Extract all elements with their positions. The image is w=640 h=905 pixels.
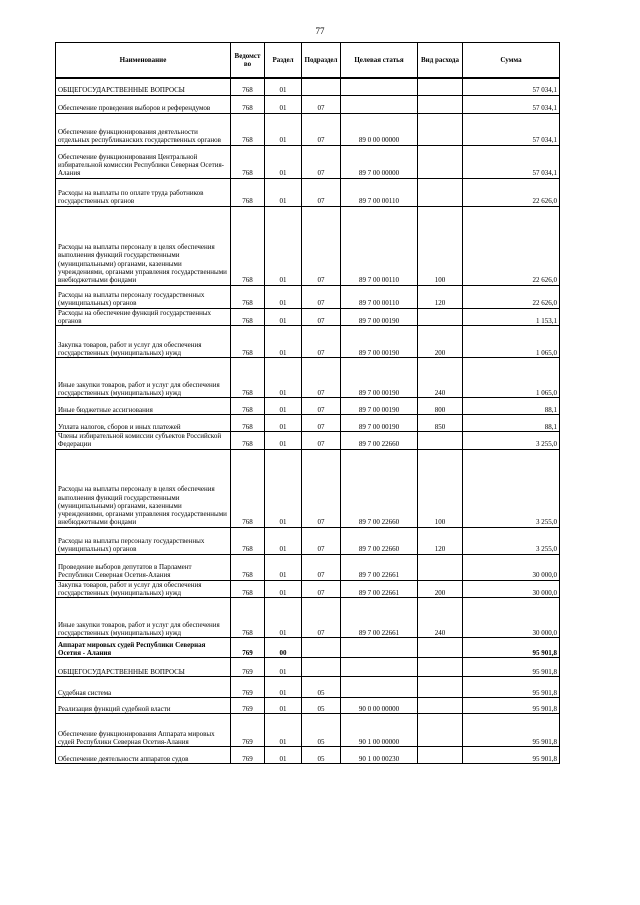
row-expense-type: [418, 78, 463, 95]
table-header-row: [56, 43, 560, 79]
row-name: Обеспечение проведения выборов и референдумов: [56, 95, 231, 113]
row-amount: 88,1: [463, 398, 560, 415]
row-amount: 57 034,1: [463, 95, 560, 113]
row-name: Члены избирательной комиссии субъектов Российской Федерации: [56, 432, 231, 450]
budget-table: [55, 42, 560, 764]
row-target-item: 89 7 00 22661: [341, 580, 418, 598]
row-section: 01: [265, 113, 302, 145]
row-name: Аппарат мировых судей Республики Северная Осетия - Алания: [56, 638, 231, 658]
row-department: 769: [231, 638, 265, 658]
row-department: 768: [231, 580, 265, 598]
row-target-item: 89 7 00 00110: [341, 178, 418, 206]
row-expense-type: 100: [418, 449, 463, 527]
table-row: [56, 527, 560, 554]
row-target-item: 89 7 00 00110: [341, 285, 418, 308]
row-subsection: 07: [302, 308, 341, 326]
row-name: Уплата налогов, сборов и иных платежей: [56, 415, 231, 432]
row-department: 768: [231, 145, 265, 178]
row-department: 768: [231, 527, 265, 554]
row-section: 01: [265, 598, 302, 638]
row-subsection: 07: [302, 178, 341, 206]
row-target-item: 89 7 00 00110: [341, 206, 418, 285]
header-name: Наименование: [56, 43, 231, 79]
row-name: Закупка товаров, работ и услуг для обеспечения государственных (муниципальных) нужд: [56, 580, 231, 598]
row-target-item: [341, 658, 418, 677]
row-name: Иные закупки товаров, работ и услуг для обеспечения государственных (муниципальных) нужд: [56, 598, 231, 638]
row-department: 768: [231, 398, 265, 415]
table-row: [56, 747, 560, 764]
row-expense-type: [418, 432, 463, 450]
row-department: 769: [231, 698, 265, 714]
table-row: [56, 398, 560, 415]
row-amount: 57 034,1: [463, 113, 560, 145]
row-amount: 30 000,0: [463, 580, 560, 598]
row-expense-type: [418, 747, 463, 764]
row-target-item: [341, 638, 418, 658]
row-name: Реализация функций судебной власти: [56, 698, 231, 714]
row-target-item: [341, 95, 418, 113]
row-section: 01: [265, 326, 302, 358]
row-expense-type: 850: [418, 415, 463, 432]
row-department: 769: [231, 677, 265, 698]
row-amount: 3 255,0: [463, 432, 560, 450]
row-section: 01: [265, 527, 302, 554]
row-target-item: 89 7 00 00190: [341, 398, 418, 415]
row-name: Обеспечение функционирования Центральной избирательной комиссии Республики Северная Осетия-Алания: [56, 145, 231, 178]
table-row: [56, 113, 560, 145]
row-name: ОБЩЕГОСУДАРСТВЕННЫЕ ВОПРОСЫ: [56, 78, 231, 95]
row-subsection: 07: [302, 113, 341, 145]
table-row: [56, 285, 560, 308]
table-row: [56, 358, 560, 398]
table-row: [56, 714, 560, 747]
row-target-item: [341, 78, 418, 95]
row-name: ОБЩЕГОСУДАРСТВЕННЫЕ ВОПРОСЫ: [56, 658, 231, 677]
table-row: [56, 308, 560, 326]
row-department: 768: [231, 95, 265, 113]
table-row: [56, 658, 560, 677]
row-amount: 95 901,8: [463, 677, 560, 698]
row-section: 01: [265, 78, 302, 95]
row-section: 01: [265, 398, 302, 415]
row-amount: 95 901,8: [463, 638, 560, 658]
table-row: [56, 326, 560, 358]
row-section: 01: [265, 554, 302, 580]
row-subsection: 07: [302, 415, 341, 432]
row-department: 768: [231, 415, 265, 432]
row-department: 768: [231, 554, 265, 580]
row-name: Закупка товаров, работ и услуг для обеспечения государственных (муниципальных) нужд: [56, 326, 231, 358]
row-section: 01: [265, 677, 302, 698]
row-target-item: 89 7 00 00190: [341, 326, 418, 358]
row-target-item: 89 7 00 00190: [341, 308, 418, 326]
row-section: 01: [265, 358, 302, 398]
row-amount: 88,1: [463, 415, 560, 432]
row-name: Иные бюджетные ассигнования: [56, 398, 231, 415]
row-department: 768: [231, 285, 265, 308]
row-section: 00: [265, 638, 302, 658]
row-name: Расходы на выплаты по оплате труда работников государственных органов: [56, 178, 231, 206]
row-subsection: 07: [302, 598, 341, 638]
row-expense-type: [418, 638, 463, 658]
row-subsection: 07: [302, 285, 341, 308]
row-amount: 95 901,8: [463, 714, 560, 747]
header-expense-type: Вид расхода: [418, 43, 463, 79]
row-amount: 22 626,0: [463, 206, 560, 285]
row-expense-type: [418, 113, 463, 145]
row-amount: 57 034,1: [463, 145, 560, 178]
table-row: [56, 449, 560, 527]
row-amount: 22 626,0: [463, 285, 560, 308]
row-subsection: [302, 78, 341, 95]
row-expense-type: [418, 714, 463, 747]
row-subsection: 07: [302, 449, 341, 527]
row-expense-type: 200: [418, 326, 463, 358]
row-section: 01: [265, 206, 302, 285]
row-target-item: 89 7 00 22660: [341, 449, 418, 527]
table-row: [56, 432, 560, 450]
header-department: Ведомст во: [231, 43, 265, 79]
table-row: [56, 206, 560, 285]
row-name: Расходы на обеспечение функций государственных органов: [56, 308, 231, 326]
row-amount: 57 034,1: [463, 78, 560, 95]
table-body: [56, 78, 560, 764]
table-row: [56, 95, 560, 113]
row-expense-type: 120: [418, 285, 463, 308]
row-target-item: 89 7 00 22661: [341, 598, 418, 638]
row-section: 01: [265, 178, 302, 206]
row-expense-type: [418, 145, 463, 178]
row-subsection: 05: [302, 714, 341, 747]
row-section: 01: [265, 747, 302, 764]
row-name: Расходы на выплаты персоналу в целях обеспечения выполнения функций государственными (муниципальными) органами, казенными учреждениями, органами управления государственными внебюджетными фондами: [56, 206, 231, 285]
row-subsection: 07: [302, 206, 341, 285]
table-row: [56, 598, 560, 638]
row-expense-type: 100: [418, 206, 463, 285]
table-row: [56, 638, 560, 658]
row-section: 01: [265, 449, 302, 527]
row-target-item: 89 7 00 00000: [341, 145, 418, 178]
row-name: Обеспечение деятельности аппаратов судов: [56, 747, 231, 764]
table-row: [56, 145, 560, 178]
row-section: 01: [265, 415, 302, 432]
row-target-item: 90 1 00 00230: [341, 747, 418, 764]
row-section: 01: [265, 698, 302, 714]
row-expense-type: [418, 308, 463, 326]
row-amount: 30 000,0: [463, 598, 560, 638]
header-subsection: Подраздел: [302, 43, 341, 79]
row-section: 01: [265, 308, 302, 326]
table-row: [56, 178, 560, 206]
row-subsection: 07: [302, 398, 341, 415]
row-department: 768: [231, 432, 265, 450]
row-amount: 95 901,8: [463, 698, 560, 714]
row-name: Расходы на выплаты персоналу государственных (муниципальных) органов: [56, 285, 231, 308]
row-target-item: [341, 677, 418, 698]
table-row: [56, 580, 560, 598]
header-amount: Сумма: [463, 43, 560, 79]
table-row: [56, 554, 560, 580]
row-expense-type: 800: [418, 398, 463, 415]
row-subsection: 07: [302, 432, 341, 450]
row-section: 01: [265, 95, 302, 113]
row-department: 768: [231, 326, 265, 358]
row-expense-type: [418, 698, 463, 714]
row-name: Судебная система: [56, 677, 231, 698]
row-subsection: [302, 638, 341, 658]
row-target-item: 89 7 00 22660: [341, 527, 418, 554]
row-amount: 95 901,8: [463, 658, 560, 677]
row-target-item: 89 0 00 00000: [341, 113, 418, 145]
row-subsection: 07: [302, 358, 341, 398]
row-section: 01: [265, 285, 302, 308]
row-amount: 3 255,0: [463, 449, 560, 527]
row-subsection: 05: [302, 747, 341, 764]
row-subsection: 05: [302, 698, 341, 714]
row-department: 768: [231, 78, 265, 95]
row-amount: 22 626,0: [463, 178, 560, 206]
row-target-item: 89 7 00 00190: [341, 415, 418, 432]
row-expense-type: 240: [418, 598, 463, 638]
row-department: 768: [231, 449, 265, 527]
row-expense-type: [418, 554, 463, 580]
row-section: 01: [265, 432, 302, 450]
row-target-item: 89 7 00 00190: [341, 358, 418, 398]
row-name: Обеспечение функционирования Аппарата мировых судей Республики Северная Осетия-Алания: [56, 714, 231, 747]
row-target-item: 89 7 00 22660: [341, 432, 418, 450]
row-expense-type: [418, 677, 463, 698]
row-subsection: 07: [302, 527, 341, 554]
row-name: Проведение выборов депутатов в Парламент Республики Северная Осетия-Алания: [56, 554, 231, 580]
row-name: Иные закупки товаров, работ и услуг для обеспечения государственных (муниципальных) нужд: [56, 358, 231, 398]
row-amount: 1 065,0: [463, 326, 560, 358]
row-expense-type: 240: [418, 358, 463, 398]
row-department: 769: [231, 658, 265, 677]
row-section: 01: [265, 714, 302, 747]
row-subsection: 07: [302, 326, 341, 358]
row-expense-type: [418, 95, 463, 113]
row-target-item: 90 0 00 00000: [341, 698, 418, 714]
row-amount: 95 901,8: [463, 747, 560, 764]
row-expense-type: 120: [418, 527, 463, 554]
row-department: 768: [231, 598, 265, 638]
header-section: Раздел: [265, 43, 302, 79]
row-department: 768: [231, 113, 265, 145]
row-subsection: [302, 658, 341, 677]
table-row: [56, 415, 560, 432]
row-amount: 1 153,1: [463, 308, 560, 326]
page-number: 77: [315, 26, 325, 36]
row-amount: 1 065,0: [463, 358, 560, 398]
row-name: Расходы на выплаты персоналу государственных (муниципальных) органов: [56, 527, 231, 554]
row-name: Расходы на выплаты персоналу в целях обеспечения выполнения функций государственными (муниципальными) органами, казенными учреждениями, органами управления государственными внебюджетными фондами: [56, 449, 231, 527]
row-department: 768: [231, 178, 265, 206]
row-subsection: 07: [302, 554, 341, 580]
row-expense-type: 200: [418, 580, 463, 598]
row-section: 01: [265, 145, 302, 178]
row-target-item: 89 7 00 22661: [341, 554, 418, 580]
row-department: 768: [231, 358, 265, 398]
row-department: 768: [231, 206, 265, 285]
row-section: 01: [265, 658, 302, 677]
table-row: [56, 78, 560, 95]
row-amount: 30 000,0: [463, 554, 560, 580]
header-target-item: Целевая статья: [341, 43, 418, 79]
row-subsection: 07: [302, 95, 341, 113]
row-subsection: 07: [302, 580, 341, 598]
row-amount: 3 255,0: [463, 527, 560, 554]
row-department: 768: [231, 308, 265, 326]
row-section: 01: [265, 580, 302, 598]
table-row: [56, 698, 560, 714]
row-subsection: 07: [302, 145, 341, 178]
table-row: [56, 677, 560, 698]
row-subsection: 05: [302, 677, 341, 698]
row-name: Обеспечение функционирования деятельности отдельных республиканских государственных органов: [56, 113, 231, 145]
row-expense-type: [418, 178, 463, 206]
row-expense-type: [418, 658, 463, 677]
row-department: 769: [231, 747, 265, 764]
row-department: 769: [231, 714, 265, 747]
row-target-item: 90 1 00 00000: [341, 714, 418, 747]
